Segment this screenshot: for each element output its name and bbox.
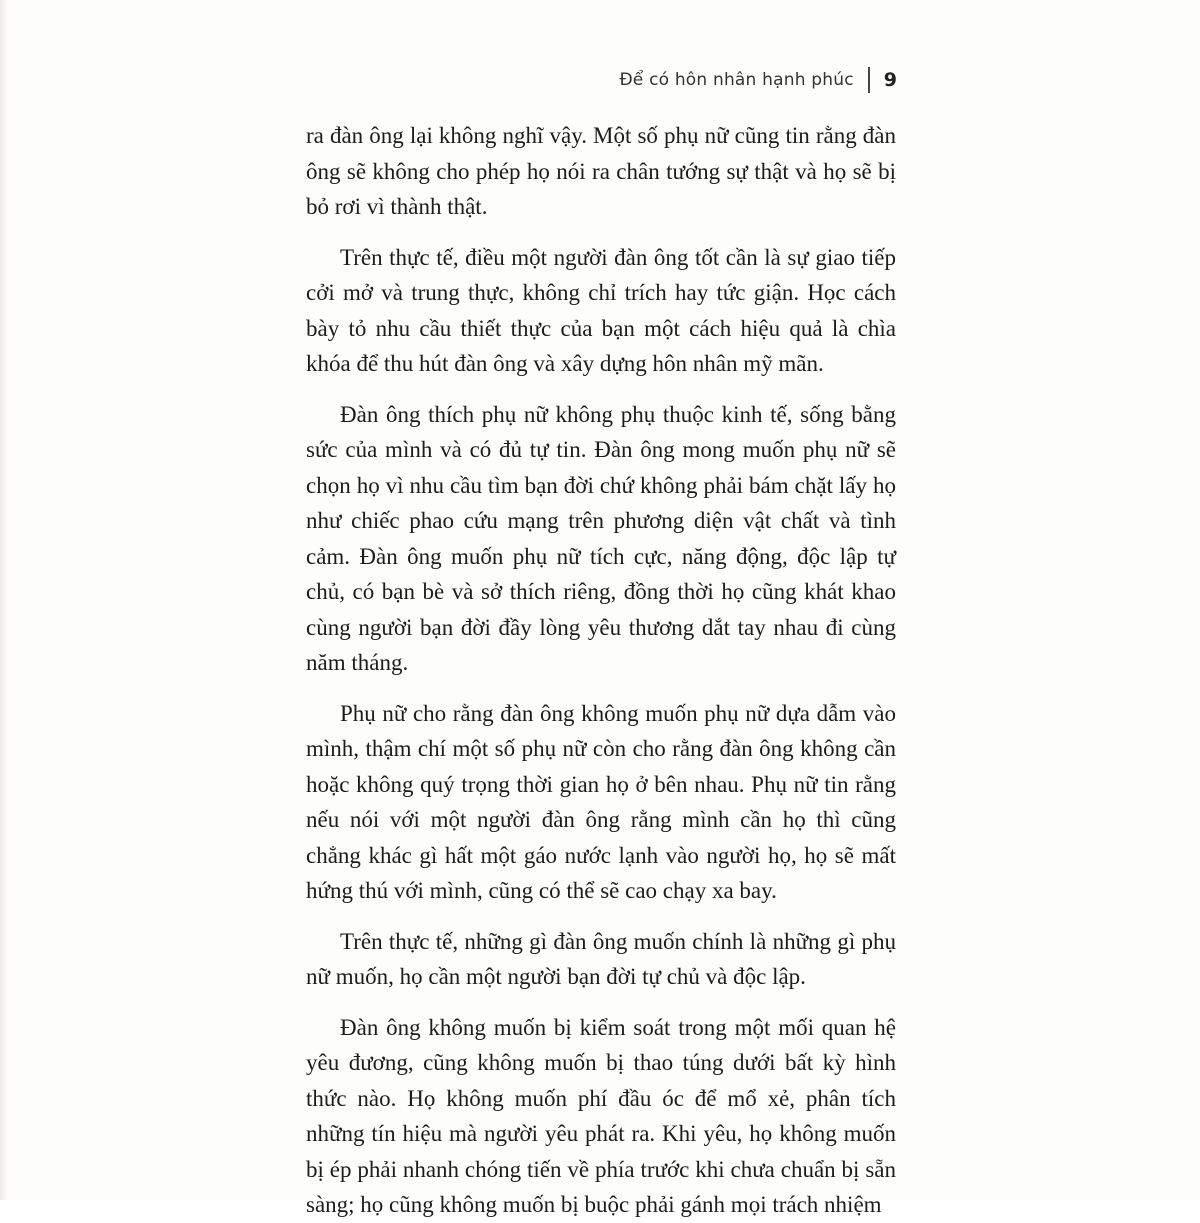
running-title: Để có hôn nhân hạnh phúc	[619, 70, 854, 90]
paragraph-continuation: ra đàn ông lại không nghĩ vậy. Một số phụ nữ cũng tin rằng đàn ông sẽ không cho phép họ nói ra chân tướng sự thật và họ sẽ bị bỏ rơi vì thành thật.	[306, 123, 896, 219]
header-divider	[868, 67, 870, 93]
running-header	[619, 62, 897, 98]
page-edge-shadow	[0, 0, 8, 1200]
paragraph: Trên thực tế, những gì đàn ông muốn chính là những gì phụ nữ muốn, họ cần một người bạn đời tự chủ và độc lập.	[306, 928, 896, 989]
body-text	[306, 118, 896, 1223]
paragraph: Trên thực tế, điều một người đàn ông tốt cần là sự giao tiếp cởi mở và trung thực, không chỉ trích hay tức giận. Học cách bày tỏ nhu cầu thiết thực của bạn một cách hiệu quả là chìa khóa để thu hút đàn ông và xây dựng hôn nhân mỹ mãn.	[306, 244, 896, 376]
paragraph: Đàn ông thích phụ nữ không phụ thuộc kinh tế, sống bằng sức của mình và có đủ tự tin. Đàn ông mong muốn phụ nữ sẽ chọn họ vì nhu cầu tìm bạn đời chứ không phải bám chặt lấy họ như chiếc phao cứu mạng trên phương diện vật chất và tình cảm. Đàn ông muốn phụ nữ tích cực, năng động, độc lập tự chủ, có bạn bè và sở thích riêng, đồng thời họ cũng khát khao cùng người bạn đời đầy lòng yêu thương dắt tay nhau đi cùng năm tháng.	[306, 401, 896, 675]
paragraph: Đàn ông không muốn bị kiểm soát trong một mối quan hệ yêu đương, cũng không muốn bị thao túng dưới bất kỳ hình thức nào. Họ không muốn phí đầu óc để mổ xẻ, phân tích những tín hiệu mà người yêu phát ra. Khi yêu, họ không muốn bị ép phải nhanh chóng tiến về phía trước khi chưa chuẩn bị sẵn sàng; họ cũng không muốn bị buộc phải gánh mọi trách nhiệm	[306, 1014, 896, 1217]
page-number: 9	[883, 69, 897, 91]
paragraph: Phụ nữ cho rằng đàn ông không muốn phụ nữ dựa dẫm vào mình, thậm chí một số phụ nữ còn cho rằng đàn ông không cần hoặc không quý trọng thời gian họ ở bên nhau. Phụ nữ tin rằng nếu nói với một người đàn ông rằng mình cần họ thì cũng chẳng khác gì hất một gáo nước lạnh vào người họ, họ sẽ mất hứng thú với mình, cũng có thể sẽ cao chạy xa bay.	[306, 700, 896, 903]
